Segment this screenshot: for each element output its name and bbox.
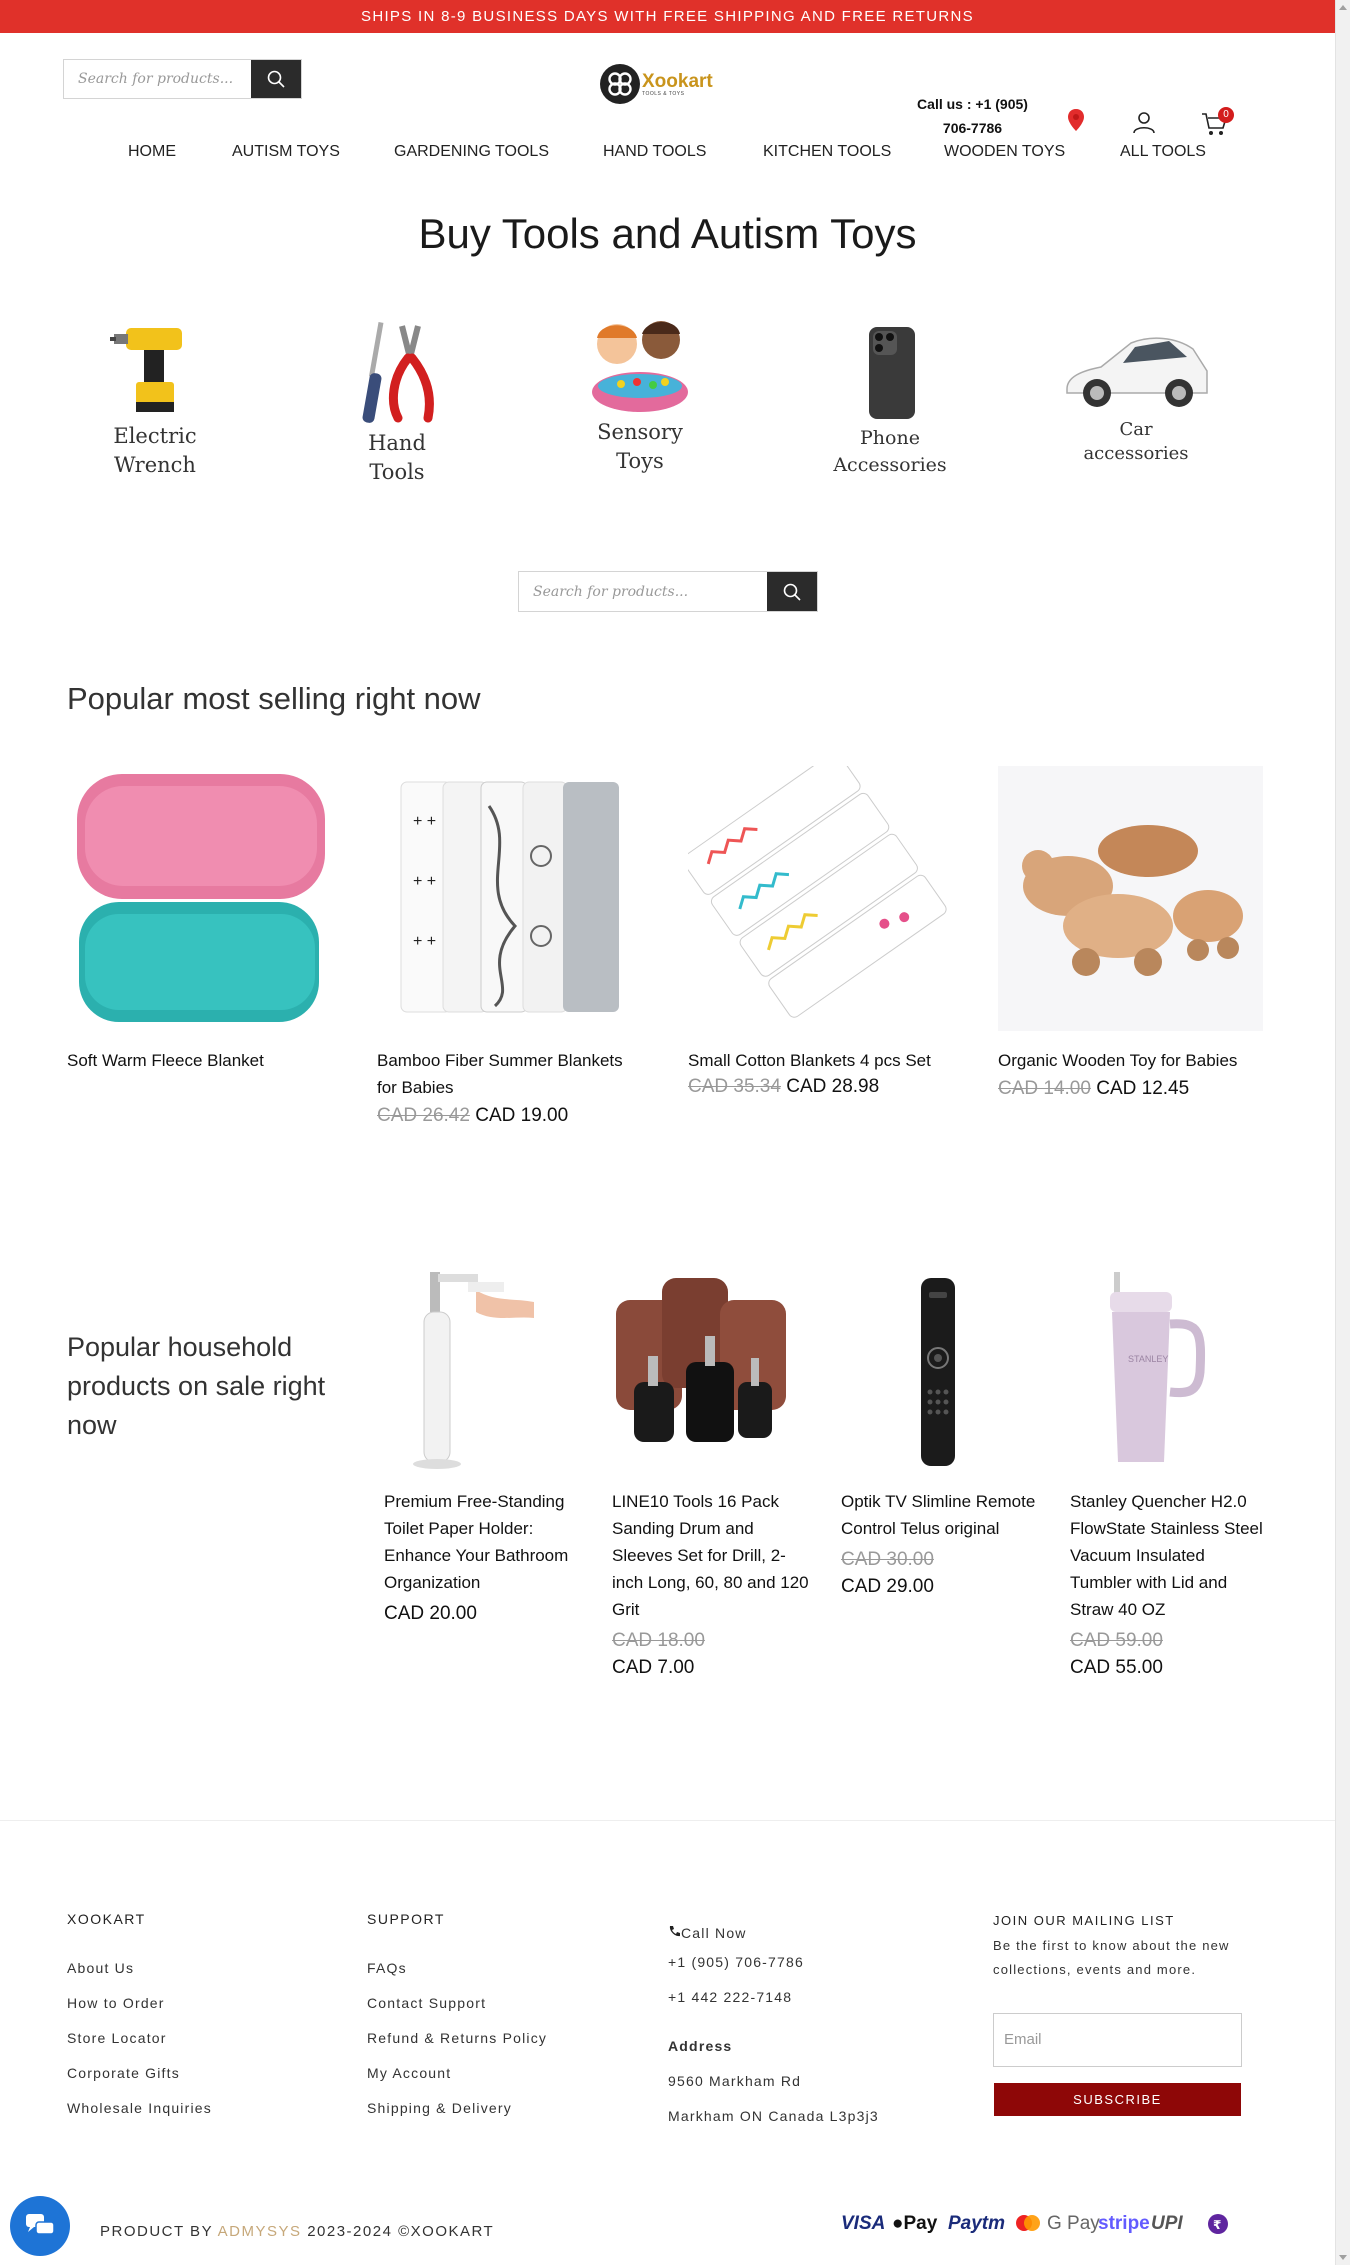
footer-col-mailing bbox=[993, 1913, 1230, 1982]
footer-col-support bbox=[367, 1911, 547, 2126]
sanding-drum-image bbox=[612, 1272, 812, 1472]
sale-price: CAD 12.45 bbox=[1096, 1078, 1190, 1099]
old-price: CAD 26.42 bbox=[377, 1105, 470, 1126]
product-title: Soft Warm Fleece Blanket bbox=[67, 1051, 264, 1070]
footer-link-store-locator[interactable]: Store Locator bbox=[67, 2030, 167, 2046]
product-title: Organic Wooden Toy for Babies bbox=[998, 1051, 1238, 1070]
svg-text:+ +: + + bbox=[413, 813, 437, 830]
product-card[interactable] bbox=[688, 766, 953, 1098]
phone-icon bbox=[668, 1925, 681, 1938]
phonepe-icon bbox=[1207, 2213, 1229, 2241]
upi-icon: UPI bbox=[1151, 2213, 1183, 2234]
scroll-down-icon[interactable] bbox=[1339, 2255, 1347, 2260]
product-card[interactable] bbox=[841, 1272, 1041, 1600]
logo-name: Xookart bbox=[642, 70, 713, 92]
footer-divider bbox=[0, 1820, 1335, 1821]
mailing-text-line2: collections, events and more. bbox=[993, 1962, 1197, 1977]
footer-link-my-account[interactable]: My Account bbox=[367, 2065, 452, 2081]
tumbler-image bbox=[1070, 1272, 1270, 1472]
sale-price: CAD 19.00 bbox=[475, 1105, 569, 1126]
mastercard-icon bbox=[1014, 2213, 1042, 2239]
old-price: CAD 14.00 bbox=[998, 1078, 1091, 1099]
search-icon bbox=[266, 69, 286, 89]
product-price bbox=[998, 1078, 1263, 1100]
pliers-screwdriver-icon bbox=[352, 318, 442, 428]
phone-number-1[interactable]: +1 (905) 706-7786 bbox=[668, 1954, 804, 1970]
sale-price: CAD 28.98 bbox=[786, 1076, 880, 1097]
cotton-blankets-image bbox=[688, 766, 953, 1031]
category-hand-tools[interactable] bbox=[337, 318, 457, 487]
toilet-paper-holder-image bbox=[384, 1272, 584, 1472]
address-line-1: 9560 Markham Rd bbox=[668, 2073, 802, 2089]
category-car-accessories[interactable] bbox=[1058, 327, 1214, 466]
header-search bbox=[63, 59, 302, 99]
product-price bbox=[1070, 1627, 1270, 1681]
sale-price: CAD 7.00 bbox=[612, 1657, 695, 1678]
category-label: Hand Tools bbox=[368, 431, 426, 484]
footer-link-contact-support[interactable]: Contact Support bbox=[367, 1995, 487, 2011]
admysys-link[interactable]: ADMYSYS bbox=[217, 2223, 302, 2240]
bamboo-blankets-image bbox=[377, 766, 642, 1031]
category-label: Sensory Toys bbox=[597, 420, 683, 473]
nav-item-kitchen-tools[interactable]: KITCHEN TOOLS bbox=[763, 143, 892, 160]
google-pay-icon: G Pay bbox=[1047, 2213, 1100, 2234]
car-icon bbox=[1061, 327, 1211, 419]
household-section-title: Popular household products on sale right now bbox=[67, 1332, 326, 1440]
product-price bbox=[377, 1105, 642, 1127]
drill-icon bbox=[110, 322, 200, 417]
search-icon bbox=[782, 582, 802, 602]
old-price: CAD 30.00 bbox=[841, 1549, 934, 1570]
main-search bbox=[518, 571, 818, 612]
category-sensory-toys[interactable] bbox=[580, 316, 700, 476]
product-card[interactable] bbox=[67, 766, 332, 1074]
sale-price: CAD 20.00 bbox=[384, 1603, 477, 1624]
call-us-line1: Call us : +1 (905) bbox=[917, 96, 1028, 112]
wooden-toy-image bbox=[998, 766, 1263, 1031]
header-search-input[interactable] bbox=[64, 60, 251, 98]
main-search-button[interactable] bbox=[767, 572, 817, 611]
product-price bbox=[612, 1627, 812, 1681]
nav-item-autism-toys[interactable]: AUTISM TOYS bbox=[232, 143, 340, 160]
product-title: Premium Free-Standing Toilet Paper Holder: Enhance Your Bathroom Organization bbox=[384, 1492, 569, 1592]
popular-section-title: Popular most selling right now bbox=[67, 681, 481, 716]
tv-remote-image bbox=[841, 1272, 1041, 1472]
email-field[interactable]: Email bbox=[993, 2013, 1242, 2067]
product-price bbox=[688, 1076, 953, 1098]
page-scrollbar[interactable] bbox=[1335, 0, 1350, 2265]
cart-count-badge: 0 bbox=[1218, 107, 1234, 123]
location-pin-icon[interactable] bbox=[1066, 108, 1086, 137]
product-card[interactable] bbox=[998, 766, 1263, 1100]
announcement-bar: SHIPS IN 8-9 BUSINESS DAYS WITH FREE SHIPPING AND FREE RETURNS bbox=[0, 0, 1335, 33]
phone-number-2[interactable]: +1 442 222-7148 bbox=[668, 1989, 793, 2005]
site-logo[interactable] bbox=[600, 64, 713, 104]
account-icon[interactable] bbox=[1132, 110, 1156, 139]
paytm-icon: Paytm bbox=[948, 2213, 1006, 2234]
product-title: Small Cotton Blankets 4 pcs Set bbox=[688, 1051, 931, 1070]
footer-link-refund-policy[interactable]: Refund & Returns Policy bbox=[367, 2030, 548, 2046]
address-heading: Address bbox=[668, 2038, 733, 2054]
category-electric-wrench[interactable] bbox=[95, 322, 215, 480]
old-price: CAD 18.00 bbox=[612, 1630, 705, 1651]
footer-col-xookart bbox=[67, 1911, 212, 2126]
product-card[interactable] bbox=[612, 1272, 812, 1681]
nav-item-all-tools[interactable]: ALL TOOLS bbox=[1120, 143, 1206, 160]
call-now-heading: Call Now bbox=[668, 1921, 879, 1945]
fleece-blanket-image bbox=[67, 766, 332, 1031]
scroll-up-icon[interactable] bbox=[1339, 5, 1347, 10]
footer-link-about-us[interactable]: About Us bbox=[67, 1960, 135, 1976]
mailing-text-line1: Be the first to know about the new bbox=[993, 1938, 1230, 1953]
product-price bbox=[841, 1546, 1041, 1600]
product-title: LINE10 Tools 16 Pack Sanding Drum and Sleeves Set for Drill, 2-inch Long, 60, 80 and 120 Grit bbox=[612, 1492, 809, 1619]
old-price: CAD 35.34 bbox=[688, 1076, 781, 1097]
main-search-input[interactable] bbox=[519, 572, 767, 611]
page-title: Buy Tools and Autism Toys bbox=[418, 210, 917, 257]
footer-heading: SUPPORT bbox=[367, 1911, 445, 1927]
address-line-2: Markham ON Canada L3p3j3 bbox=[668, 2108, 879, 2124]
logo-mark-icon bbox=[600, 64, 640, 104]
apple-pay-icon: ●Pay bbox=[892, 2213, 938, 2234]
footer-link-faqs[interactable]: FAQs bbox=[367, 1960, 407, 1976]
call-us[interactable] bbox=[905, 92, 1040, 140]
nav-item-gardening-tools[interactable]: GARDENING TOOLS bbox=[394, 143, 549, 160]
product-price bbox=[384, 1600, 584, 1627]
product-title: Optik TV Slimline Remote Control Telus original bbox=[841, 1492, 1036, 1538]
call-us-line2: 706-7786 bbox=[942, 120, 1003, 136]
category-label: Car accessories bbox=[1083, 419, 1189, 464]
footer-heading: JOIN OUR MAILING LIST bbox=[993, 1913, 1175, 1928]
header-search-button[interactable] bbox=[251, 60, 301, 98]
visa-icon: VISA bbox=[841, 2213, 886, 2234]
sale-price: CAD 55.00 bbox=[1070, 1657, 1163, 1678]
stripe-icon: stripe bbox=[1098, 2213, 1150, 2234]
svg-text:+ +: + + bbox=[413, 933, 437, 950]
svg-text:STANLEY: STANLEY bbox=[1128, 1354, 1169, 1364]
footer-col-contact bbox=[668, 1921, 879, 2134]
product-card[interactable] bbox=[1070, 1272, 1270, 1681]
footer-heading: XOOKART bbox=[67, 1911, 146, 1927]
sale-price: CAD 29.00 bbox=[841, 1576, 934, 1597]
main-nav bbox=[0, 143, 1335, 167]
chat-bubbles-icon bbox=[25, 2213, 55, 2239]
nav-item-wooden-toys[interactable]: WOODEN TOYS bbox=[944, 143, 1066, 160]
copyright: PRODUCT BY ADMYSYS 2023-2024 ©XOOKART bbox=[100, 2223, 495, 2240]
nav-item-hand-tools[interactable]: HAND TOOLS bbox=[603, 143, 707, 160]
product-card[interactable] bbox=[384, 1272, 584, 1627]
logo-tagline: TOOLS & TOYS bbox=[642, 90, 685, 97]
product-title: Bamboo Fiber Summer Blankets for Babies bbox=[377, 1051, 623, 1097]
category-label: Phone Accessories bbox=[833, 427, 947, 476]
svg-text:+ +: + + bbox=[413, 873, 437, 890]
subscribe-button[interactable]: SUBSCRIBE bbox=[994, 2083, 1241, 2116]
nav-item-home[interactable]: HOME bbox=[128, 143, 176, 160]
kids-ball-pit-icon bbox=[585, 316, 695, 421]
product-card[interactable] bbox=[377, 766, 642, 1127]
footer-link-shipping[interactable]: Shipping & Delivery bbox=[367, 2100, 512, 2116]
footer-link-wholesale[interactable]: Wholesale Inquiries bbox=[67, 2100, 212, 2116]
smartphone-icon bbox=[860, 325, 920, 420]
footer-link-how-to-order[interactable]: How to Order bbox=[67, 1995, 165, 2011]
category-label: Electric Wrench bbox=[113, 424, 197, 477]
footer-link-corporate-gifts[interactable]: Corporate Gifts bbox=[67, 2065, 180, 2081]
old-price: CAD 59.00 bbox=[1070, 1630, 1163, 1651]
product-title: Stanley Quencher H2.0 FlowState Stainless Steel Vacuum Insulated Tumbler with Lid and Straw 40 OZ bbox=[1070, 1492, 1263, 1619]
chat-widget-button[interactable] bbox=[10, 2196, 70, 2256]
category-phone-accessories[interactable] bbox=[820, 325, 960, 479]
svg-text:₹: ₹ bbox=[1213, 2218, 1222, 2232]
